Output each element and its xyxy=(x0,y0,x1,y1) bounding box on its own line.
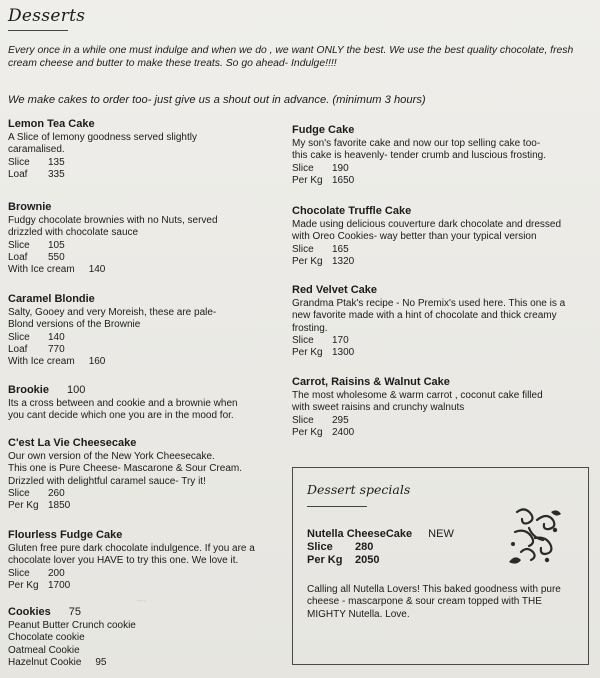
item-name-text: Chocolate Truffle Cake xyxy=(292,205,412,217)
item-description-line: Drizzled with delightful caramel sauce- Try it! xyxy=(8,475,206,487)
price-row xyxy=(8,240,280,252)
item-name-text: Fudge Cake xyxy=(292,124,355,136)
menu-item xyxy=(8,201,280,276)
item-name xyxy=(8,118,280,130)
price-value: 550 xyxy=(48,251,65,263)
price-row xyxy=(8,157,280,169)
special-item xyxy=(307,528,454,567)
price-label: Peanut Butter Crunch cookie xyxy=(8,620,136,632)
price-value: 260 xyxy=(48,487,65,499)
special-item-name: Nutella CheeseCake xyxy=(307,528,413,540)
new-badge: NEW xyxy=(428,528,454,540)
item-description-line: Its a cross between and cookie and a brownie when xyxy=(8,398,238,410)
price-label: Chocolate cookie xyxy=(8,632,85,644)
price-row xyxy=(292,335,592,347)
price-value: 1650 xyxy=(332,174,355,186)
menu-item xyxy=(8,118,280,181)
price-value: 190 xyxy=(332,162,349,174)
item-name xyxy=(8,293,280,305)
item-description-line: Gluten free pure dark chocolate indulgence. If you are a xyxy=(8,543,255,555)
price-value: 140 xyxy=(48,331,65,343)
item-description-line: Fudgy chocolate brownies with no Nuts, served xyxy=(8,215,218,227)
price-value: 160 xyxy=(88,356,106,368)
price-row xyxy=(292,244,592,256)
item-description-line: Grandma Ptak's recipe - No Premix's used here. This one is a xyxy=(292,298,566,310)
price-row xyxy=(292,256,592,268)
menu-item xyxy=(292,205,592,268)
price-value: 770 xyxy=(48,343,65,355)
price-row xyxy=(8,264,280,276)
item-inline-price: 100 xyxy=(66,384,86,396)
price-value: 200 xyxy=(48,567,65,579)
price-row xyxy=(8,632,280,644)
item-name-text: Red Velvet Cake xyxy=(292,284,377,296)
item-name-text: Brownie xyxy=(8,201,52,213)
price-label: Loaf xyxy=(8,343,28,355)
item-name xyxy=(292,376,592,388)
menu-item xyxy=(292,284,592,359)
item-name xyxy=(8,201,280,213)
item-description-line: you cant decide which one you are in the mood for. xyxy=(8,410,234,422)
item-description-line: A Slice of lemony goodness served slightly xyxy=(8,132,197,144)
item-description-line: My son's favorite cake and now our top selling cake too- xyxy=(292,138,541,150)
price-label: Per Kg xyxy=(307,554,343,566)
price-label: Slice xyxy=(307,541,333,553)
price-label: Slice xyxy=(8,239,30,251)
price-value: 165 xyxy=(332,243,349,255)
item-description-line: This one is Pure Cheese- Mascarone & Sour Cream. xyxy=(8,463,242,475)
page-title: Desserts xyxy=(8,6,86,26)
item-name xyxy=(8,529,280,541)
item-description-line: chocolate lover you HAVE to try this one. We love it. xyxy=(8,555,239,567)
price-label: Per Kg xyxy=(292,174,323,186)
item-description-line: Salty, Gooey and very Moreish, these are pale- xyxy=(8,307,217,319)
price-label: Loaf xyxy=(8,251,28,263)
price-label: Loaf xyxy=(8,168,28,180)
price-row xyxy=(8,356,280,368)
price-label: Per Kg xyxy=(8,500,39,512)
item-description-line: drizzled with chocolate sauce xyxy=(8,227,139,239)
menu-item xyxy=(8,529,280,592)
price-value: 105 xyxy=(48,239,65,251)
item-description-line: frosting. xyxy=(292,322,328,334)
specials-underline xyxy=(307,506,367,507)
price-row xyxy=(8,169,280,181)
price-row xyxy=(292,415,592,427)
item-name xyxy=(292,205,592,217)
price-label: Oatmeal Cookie xyxy=(8,644,80,656)
small-print-mark: ······ xyxy=(137,598,145,603)
price-label: Slice xyxy=(292,414,314,426)
price-label: Slice xyxy=(8,487,30,499)
item-description-line: caramalised. xyxy=(8,144,65,156)
price-label: Per Kg xyxy=(8,579,39,591)
price-row xyxy=(8,620,280,632)
special-price-row xyxy=(307,554,454,567)
price-label: Per Kg xyxy=(292,347,323,359)
menu-item xyxy=(292,376,592,439)
price-label: Slice xyxy=(8,331,30,343)
price-value: 170 xyxy=(332,334,349,346)
price-row xyxy=(292,175,592,187)
price-value: 95 xyxy=(95,656,107,668)
price-value: 335 xyxy=(48,168,65,180)
item-name-text: Flourless Fudge Cake xyxy=(8,529,123,541)
price-value: 140 xyxy=(88,264,106,276)
item-description-line: Our own version of the New York Cheesecake. xyxy=(8,451,215,463)
item-inline-price: 75 xyxy=(68,606,82,618)
price-row xyxy=(8,252,280,264)
item-name xyxy=(292,284,592,296)
price-value: 135 xyxy=(48,156,65,168)
price-label: Hazelnut Cookie xyxy=(8,656,82,668)
price-value: 2050 xyxy=(355,554,380,566)
price-label: Slice xyxy=(292,334,314,346)
item-description-line: with sweet raisins and crunchy walnuts xyxy=(292,402,465,414)
item-description-line: with Oreo Cookies- way better than your typical version xyxy=(292,231,537,243)
item-name xyxy=(292,124,592,136)
price-label: Per Kg xyxy=(292,255,323,267)
price-row xyxy=(8,645,280,657)
intro-text: Every once in a while one must indulge and when we do , we want ONLY the best. We use the best quality chocolate, fresh cream cheese and butter to make these treats. So go ahead- Indulge!!!! xyxy=(8,45,574,69)
item-description-line: The most wholesome & warm carrot , coconut cake filled xyxy=(292,390,543,402)
price-label: Per Kg xyxy=(292,426,323,438)
price-label: Slice xyxy=(8,156,30,168)
special-description: Calling all Nutella Lovers! This baked goodness with pure cheese - mascarpone & sour cream topped with THE MIGHTY Nutella. Love. xyxy=(307,584,561,620)
price-value: 295 xyxy=(332,414,349,426)
price-label: Slice xyxy=(292,162,314,174)
price-row xyxy=(8,332,280,344)
item-description-line: this cake is heavenly- tender crumb and luscious frosting. xyxy=(292,150,547,162)
title-underline xyxy=(8,30,68,31)
menu-item xyxy=(292,124,592,187)
price-row xyxy=(8,488,280,500)
item-name-text: C'est La Vie Cheesecake xyxy=(8,437,137,449)
price-value: 1850 xyxy=(48,500,71,512)
menu-item xyxy=(8,606,280,669)
menu-item xyxy=(8,293,280,368)
price-label: Slice xyxy=(292,243,314,255)
price-row xyxy=(292,427,592,439)
special-price-row xyxy=(307,541,454,554)
menu-item xyxy=(8,384,280,423)
dessert-specials-box xyxy=(292,467,589,665)
price-value: 1300 xyxy=(332,347,355,359)
item-description-line: new favorite made with a hint of chocolate and thick creamy xyxy=(292,310,557,322)
price-label: With Ice cream xyxy=(8,356,75,368)
menu-item xyxy=(8,437,280,512)
item-name-text: Caramel Blondie xyxy=(8,293,95,305)
price-value: 2400 xyxy=(332,426,355,438)
item-name-text: Lemon Tea Cake xyxy=(8,118,95,130)
item-name xyxy=(8,384,280,396)
item-description-line: Blond versions of the Brownie xyxy=(8,319,141,331)
price-label: With Ice cream xyxy=(8,264,75,276)
floral-swirl-icon xyxy=(507,504,565,570)
order-note: We make cakes to order too- just give us a shout out in advance. (minimum 3 hours) xyxy=(8,94,426,106)
price-row xyxy=(292,163,592,175)
item-description-line: Made using delicious couverture dark chocolate and dressed xyxy=(292,219,562,231)
item-name xyxy=(8,437,280,449)
item-name xyxy=(8,606,280,618)
price-row xyxy=(8,344,280,356)
item-name-text: Cookies xyxy=(8,606,51,618)
item-name-text: Carrot, Raisins & Walnut Cake xyxy=(292,376,450,388)
price-row xyxy=(8,657,280,669)
item-name-text: Brookie xyxy=(8,384,49,396)
price-row xyxy=(292,347,592,359)
price-value: 1320 xyxy=(332,255,355,267)
price-row xyxy=(8,580,280,592)
price-row xyxy=(8,568,280,580)
price-value: 280 xyxy=(355,541,374,553)
price-label: Slice xyxy=(8,567,30,579)
price-value: 1700 xyxy=(48,579,71,591)
price-row xyxy=(8,500,280,512)
specials-title: Dessert specials xyxy=(307,482,411,497)
